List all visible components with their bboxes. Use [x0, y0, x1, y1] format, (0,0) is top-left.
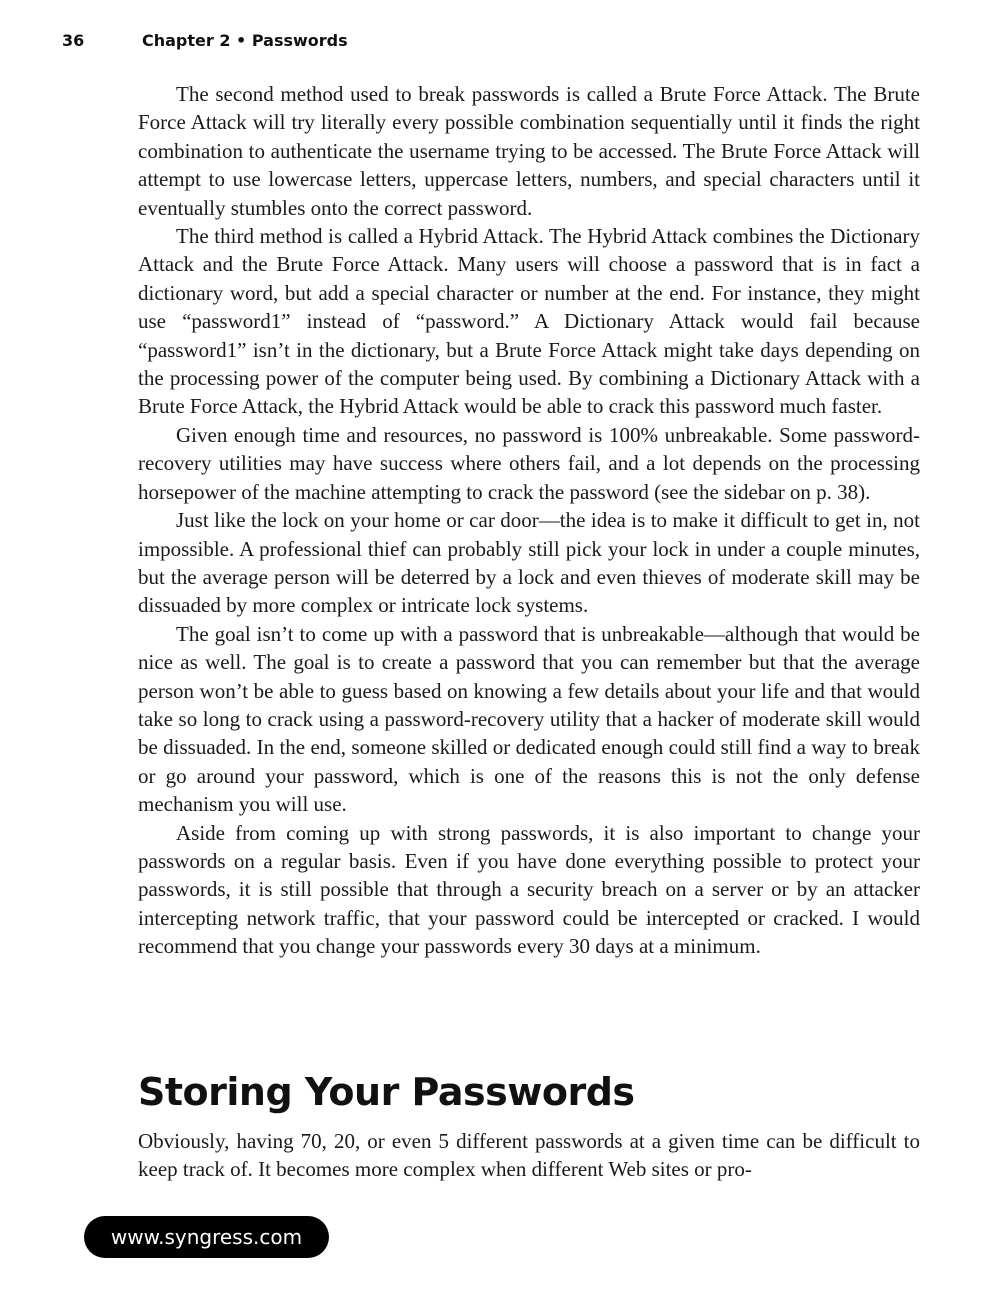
paragraph-change-passwords: Aside from coming up with strong passwords, it is also important to change your passwords on a regular basis. Even if you have done everything possible to protect your passwords, it is still possible that through a security breach on a server or by an attacker intercepting network traffic, that your password could be intercepted or cracked. I would recommend that you change your passwords every 30 days at a minimum.: [138, 820, 920, 959]
chapter-title: Chapter 2 • Passwords: [142, 31, 348, 50]
website-badge: www.syngress.com: [84, 1216, 329, 1258]
paragraph-brute-force: The second method used to break passwords is called a Brute Force Attack. The Brute Force Attack will try literally every possible combination sequentially until it finds the right combination to authenticate the username trying to be accessed. The Brute Force Attack will attempt to use lowercase letters, uppercase letters, numbers, and special characters until it eventually stumbles onto the correct password.: [138, 82, 920, 220]
running-header: [62, 31, 348, 51]
paragraph-hybrid-attack: The third method is called a Hybrid Attack. The Hybrid Attack combines the Dictionary Attack and the Brute Force Attack. Many users will choose a password that is in fact a dictionary word, but add a special character or number at the end. For instance, they might use “password1” instead of “password.” A Dictionary Attack would fail because “password1” isn’t in the dictionary, but a Brute Force Attack might take days depending on the processing power of the computer being used. By combining a Dictionary Attack with a Brute Force Attack, the Hybrid Attack would be able to crack this password much faster.: [138, 224, 920, 419]
paragraph-storing: Obviously, having 70, 20, or even 5 different passwords at a given time can be difficult to keep track of. It becomes more complex when different Web sites or pro-: [138, 1129, 920, 1182]
page-number: 36: [62, 31, 85, 50]
paragraph-lock-analogy: Just like the lock on your home or car door—the idea is to make it difficult to get in, not impossible. A professional thief can probably still pick your lock in under a couple minutes, but the average person will be deterred by a lock and even thieves of moderate skill may be dissuaded by more complex or intricate lock systems.: [138, 508, 920, 618]
paragraph-unbreakable: Given enough time and resources, no password is 100% unbreakable. Some password-recovery utilities may have success where others fail, and a lot depends on the processing horsepower of the machine attempting to crack the password (see the sidebar on p. 38).: [138, 422, 920, 504]
paragraph-goal: The goal isn’t to come up with a password that is unbreakable—although that would be nice as well. The goal is to create a password that you can remember but that the average person won’t be able to guess based on knowing a few details about your life and that would take so long to crack using a password-recovery utility that a hacker of moderate skill would be dissuaded. In the end, someone skilled or dedicated enough could still find a way to break or go around your password, which is one of the reasons this is not the only defense mechanism you will use.: [138, 621, 920, 817]
section-body: [138, 1127, 920, 1184]
body-text: [138, 80, 920, 961]
section-heading: Storing Your Passwords: [138, 1070, 635, 1114]
